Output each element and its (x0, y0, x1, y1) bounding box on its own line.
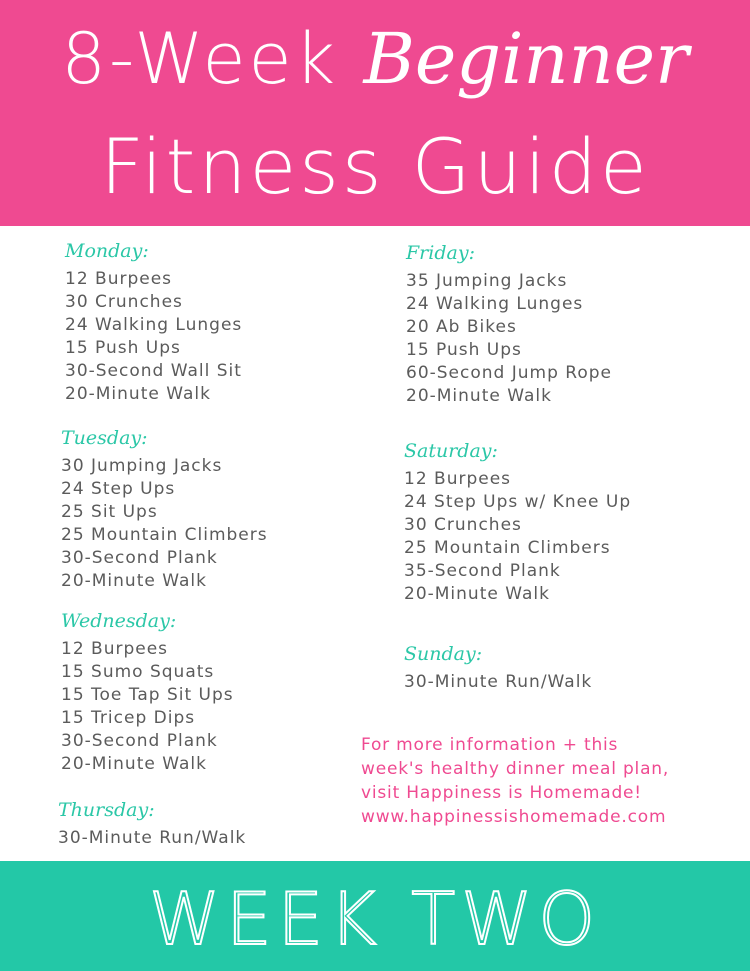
exercise-item: 24 Walking Lunges (406, 294, 584, 314)
exercise-item: 60-Second Jump Rope (406, 363, 612, 383)
exercise-item: 20-Minute Walk (406, 386, 552, 406)
header-banner (0, 0, 750, 226)
day-friday (406, 240, 612, 408)
day-wednesday (61, 608, 234, 776)
exercise-item: 25 Sit Ups (61, 502, 158, 522)
exercise-item: 12 Burpees (65, 269, 173, 289)
week-label: WEEK TWO (148, 877, 602, 961)
exercise-item: 15 Tricep Dips (61, 708, 196, 728)
promo-text (361, 733, 669, 829)
day-saturday (404, 438, 631, 606)
day-tuesday (61, 425, 268, 593)
promo-url: www.happinessishomemade.com (361, 807, 667, 827)
day-title-saturday: Saturday: (404, 440, 498, 462)
day-title-sunday: Sunday: (404, 643, 483, 665)
page-title-line1 (0, 18, 750, 100)
exercise-item: 25 Mountain Climbers (404, 538, 611, 558)
title-prefix: 8-Week (61, 18, 339, 100)
exercise-item: 24 Walking Lunges (65, 315, 243, 335)
exercise-item: 20-Minute Walk (61, 571, 207, 591)
exercise-item: 20 Ab Bikes (406, 317, 517, 337)
exercise-item: 35-Second Plank (404, 561, 561, 581)
day-thursday (58, 797, 246, 850)
exercise-item: 15 Push Ups (65, 338, 181, 358)
exercise-item: 30 Jumping Jacks (61, 456, 223, 476)
exercise-item: 24 Step Ups w/ Knee Up (404, 492, 632, 512)
exercise-item: 15 Push Ups (406, 340, 522, 360)
exercise-item: 12 Burpees (404, 469, 512, 489)
day-sunday (404, 641, 592, 694)
exercise-item: 30 Crunches (65, 292, 183, 312)
page-title-line2: Fitness Guide (100, 122, 650, 211)
promo-line: visit Happiness is Homemade! (361, 783, 642, 803)
exercise-item: 15 Sumo Squats (61, 662, 215, 682)
day-title-friday: Friday: (406, 242, 475, 264)
exercise-item: 30-Second Plank (61, 548, 218, 568)
title-script-word: Beginner (363, 18, 689, 100)
exercise-item: 30-Minute Run/Walk (404, 672, 593, 692)
day-title-thursday: Thursday: (58, 799, 155, 821)
exercise-item: 20-Minute Walk (404, 584, 550, 604)
exercise-item: 24 Step Ups (61, 479, 176, 499)
day-monday (65, 238, 242, 406)
day-title-wednesday: Wednesday: (61, 610, 177, 632)
exercise-item: 30 Crunches (404, 515, 522, 535)
exercise-item: 30-Second Plank (61, 731, 218, 751)
day-title-monday: Monday: (65, 240, 149, 262)
exercise-item: 35 Jumping Jacks (406, 271, 568, 291)
exercise-item: 25 Mountain Climbers (61, 525, 268, 545)
exercise-item: 30-Minute Run/Walk (58, 828, 247, 848)
exercise-item: 20-Minute Walk (61, 754, 207, 774)
footer-banner (0, 861, 750, 971)
promo-line: For more information + this (361, 735, 619, 755)
promo-line: week's healthy dinner meal plan, (361, 759, 670, 779)
exercise-item: 30-Second Wall Sit (65, 361, 242, 381)
day-title-tuesday: Tuesday: (61, 427, 148, 449)
exercise-item: 15 Toe Tap Sit Ups (61, 685, 234, 705)
exercise-item: 20-Minute Walk (65, 384, 211, 404)
exercise-item: 12 Burpees (61, 639, 169, 659)
